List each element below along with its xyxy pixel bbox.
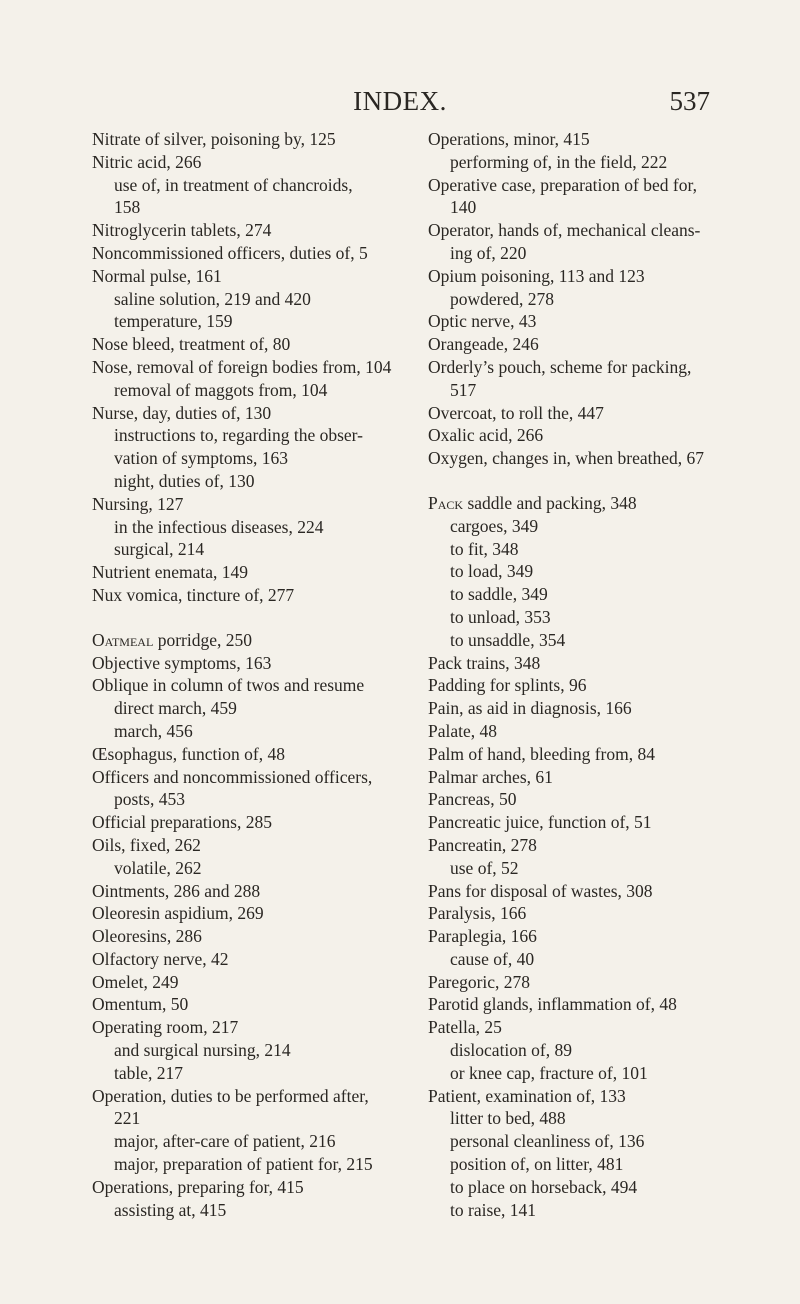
index-subentry: and surgical nursing, 214 <box>114 1040 291 1061</box>
index-entry: Patient, examination of, 133 <box>428 1085 626 1106</box>
index-column-left <box>92 128 412 1221</box>
index-entry: Pancreatic juice, function of, 51 <box>428 812 652 833</box>
index-entry-continuation: ing of, 220 <box>450 242 527 263</box>
index-entry: Nose bleed, treatment of, 80 <box>92 334 291 355</box>
index-entry: Nitroglycerin tablets, 274 <box>92 220 272 241</box>
index-subentry: or knee cap, fracture of, 101 <box>450 1062 648 1083</box>
index-entry: Operations, preparing for, 415 <box>92 1176 304 1197</box>
index-subentry: major, after-care of patient, 216 <box>114 1131 336 1152</box>
index-entry: Paregoric, 278 <box>428 971 531 992</box>
entry-lead-letter: O <box>92 629 105 650</box>
index-entry: Nitrate of silver, poisoning by, 125 <box>92 129 336 149</box>
index-entry-continuation: 140 <box>450 197 477 218</box>
index-entry: Nux vomica, tincture of, 277 <box>92 584 295 605</box>
index-entry: Operator, hands of, mechanical cleans- <box>428 220 701 241</box>
index-subentry: night, duties of, 130 <box>114 470 255 491</box>
index-entry: Omentum, 50 <box>92 994 189 1015</box>
index-entry-continuation: 517 <box>450 379 477 400</box>
index-entry-continuation: 158 <box>114 197 141 218</box>
index-subentry: dislocation of, 89 <box>450 1040 572 1061</box>
index-entry: Oblique in column of twos and resume <box>92 675 365 696</box>
entry-rest: porridge, 250 <box>153 629 252 650</box>
index-entry: Nitric acid, 266 <box>92 151 202 172</box>
index-subentry: to fit, 348 <box>450 538 519 559</box>
index-subentry: surgical, 214 <box>114 539 205 560</box>
index-subentry: to place on horseback, 494 <box>450 1176 638 1197</box>
index-entry: Nutrient enemata, 149 <box>92 562 248 583</box>
index-entry <box>92 629 412 652</box>
index-entry: Objective symptoms, 163 <box>92 652 272 673</box>
index-subentry: in the infectious diseases, 224 <box>114 516 324 537</box>
entry-rest: saddle and packing, 348 <box>463 492 637 513</box>
index-entry: Omelet, 249 <box>92 971 179 992</box>
index-entry: Nursing, 127 <box>92 493 184 514</box>
index-entry: Noncommissioned officers, duties of, 5 <box>92 242 368 263</box>
index-subentry: table, 217 <box>114 1062 184 1083</box>
index-entry: Ointments, 286 and 288 <box>92 880 261 901</box>
index-entry: Pancreatin, 278 <box>428 834 537 855</box>
index-subentry: temperature, 159 <box>114 311 233 332</box>
index-entry <box>428 492 720 515</box>
index-subentry: direct march, 459 <box>114 698 237 719</box>
index-entry: Œsophagus, function of, 48 <box>92 743 285 764</box>
page-title: INDEX. <box>353 86 447 116</box>
index-entry: Nurse, day, duties of, 130 <box>92 402 272 423</box>
index-subentry: powdered, 278 <box>450 288 555 309</box>
index-entry: Pancreas, 50 <box>428 789 517 810</box>
index-entry: Orangeade, 246 <box>428 334 539 355</box>
index-entry: Operative case, preparation of bed for, <box>428 174 697 195</box>
index-entry: Oxygen, changes in, when breathed, 67 <box>428 448 705 469</box>
index-entry: Orderly’s pouch, scheme for packing, <box>428 356 692 377</box>
index-subentry: to raise, 141 <box>450 1199 537 1220</box>
index-column-right <box>428 128 720 1221</box>
index-entry: Pack trains, 348 <box>428 652 541 673</box>
index-entry: Pain, as aid in diagnosis, 166 <box>428 698 632 719</box>
index-entry: Pans for disposal of wastes, 308 <box>428 880 653 901</box>
index-entry: Operations, minor, 415 <box>428 129 590 149</box>
index-subentry: use of, in treatment of chancroids, <box>114 174 353 195</box>
index-subentry: march, 456 <box>114 720 193 741</box>
index-entry: Patella, 25 <box>428 1017 502 1038</box>
index-subentry: to load, 349 <box>450 561 534 582</box>
index-subentry: performing of, in the field, 222 <box>450 151 668 172</box>
entry-small-caps: ack <box>437 492 464 513</box>
index-entry: Official preparations, 285 <box>92 812 272 833</box>
section-gap <box>92 607 412 629</box>
index-entry: Nose, removal of foreign bodies from, 104 <box>92 356 392 377</box>
index-entry: Officers and noncommissioned officers, <box>92 766 373 787</box>
index-subentry: to unsaddle, 354 <box>450 629 566 650</box>
index-subentry: cause of, 40 <box>450 948 535 969</box>
index-entry: Operating room, 217 <box>92 1017 239 1038</box>
entry-lead-letter: P <box>428 492 438 513</box>
index-entry: Oxalic acid, 266 <box>428 425 544 446</box>
index-entry: Parotid glands, inflammation of, 48 <box>428 994 677 1015</box>
index-subentry: major, preparation of patient for, 215 <box>114 1154 373 1175</box>
index-subentry: vation of symptoms, 163 <box>114 448 289 469</box>
index-entry: Palmar arches, 61 <box>428 766 553 787</box>
index-subentry: volatile, 262 <box>114 857 202 878</box>
index-entry: Paralysis, 166 <box>428 903 527 924</box>
index-entry: Oils, fixed, 262 <box>92 834 201 855</box>
index-entry: Oleoresin aspidium, 269 <box>92 903 264 924</box>
index-subentry: position of, on litter, 481 <box>450 1154 624 1175</box>
index-entry: Palm of hand, bleeding from, 84 <box>428 743 655 764</box>
index-entry: Palate, 48 <box>428 720 498 741</box>
index-entry-continuation: 221 <box>114 1108 141 1129</box>
index-entry: Olfactory nerve, 42 <box>92 948 229 969</box>
index-entry: Overcoat, to roll the, 447 <box>428 402 604 423</box>
index-subentry: personal cleanliness of, 136 <box>450 1131 645 1152</box>
index-subentry: cargoes, 349 <box>450 515 539 536</box>
section-gap <box>428 470 720 492</box>
page-header <box>0 86 800 126</box>
index-entry: Padding for splints, 96 <box>428 675 587 696</box>
entry-small-caps: atmeal <box>104 629 154 650</box>
index-subentry: saline solution, 219 and 420 <box>114 288 311 309</box>
index-subentry: removal of maggots from, 104 <box>114 379 328 400</box>
index-entry: Opium poisoning, 113 and 123 <box>428 265 645 286</box>
index-entry: Optic nerve, 43 <box>428 311 537 332</box>
index-subentry: to unload, 353 <box>450 606 551 627</box>
index-subentry: use of, 52 <box>450 857 519 878</box>
index-subentry: assisting at, 415 <box>114 1199 227 1220</box>
index-entry: Oleoresins, 286 <box>92 926 202 947</box>
index-subentry: to saddle, 349 <box>450 584 548 605</box>
index-entry: Paraplegia, 166 <box>428 926 537 947</box>
index-subentry: posts, 453 <box>114 789 185 810</box>
index-subentry: instructions to, regarding the obser- <box>114 425 363 446</box>
index-subentry: litter to bed, 488 <box>450 1108 566 1129</box>
page-number: 537 <box>669 86 710 116</box>
index-entry: Operation, duties to be performed after, <box>92 1085 369 1106</box>
index-entry: Normal pulse, 161 <box>92 265 222 286</box>
